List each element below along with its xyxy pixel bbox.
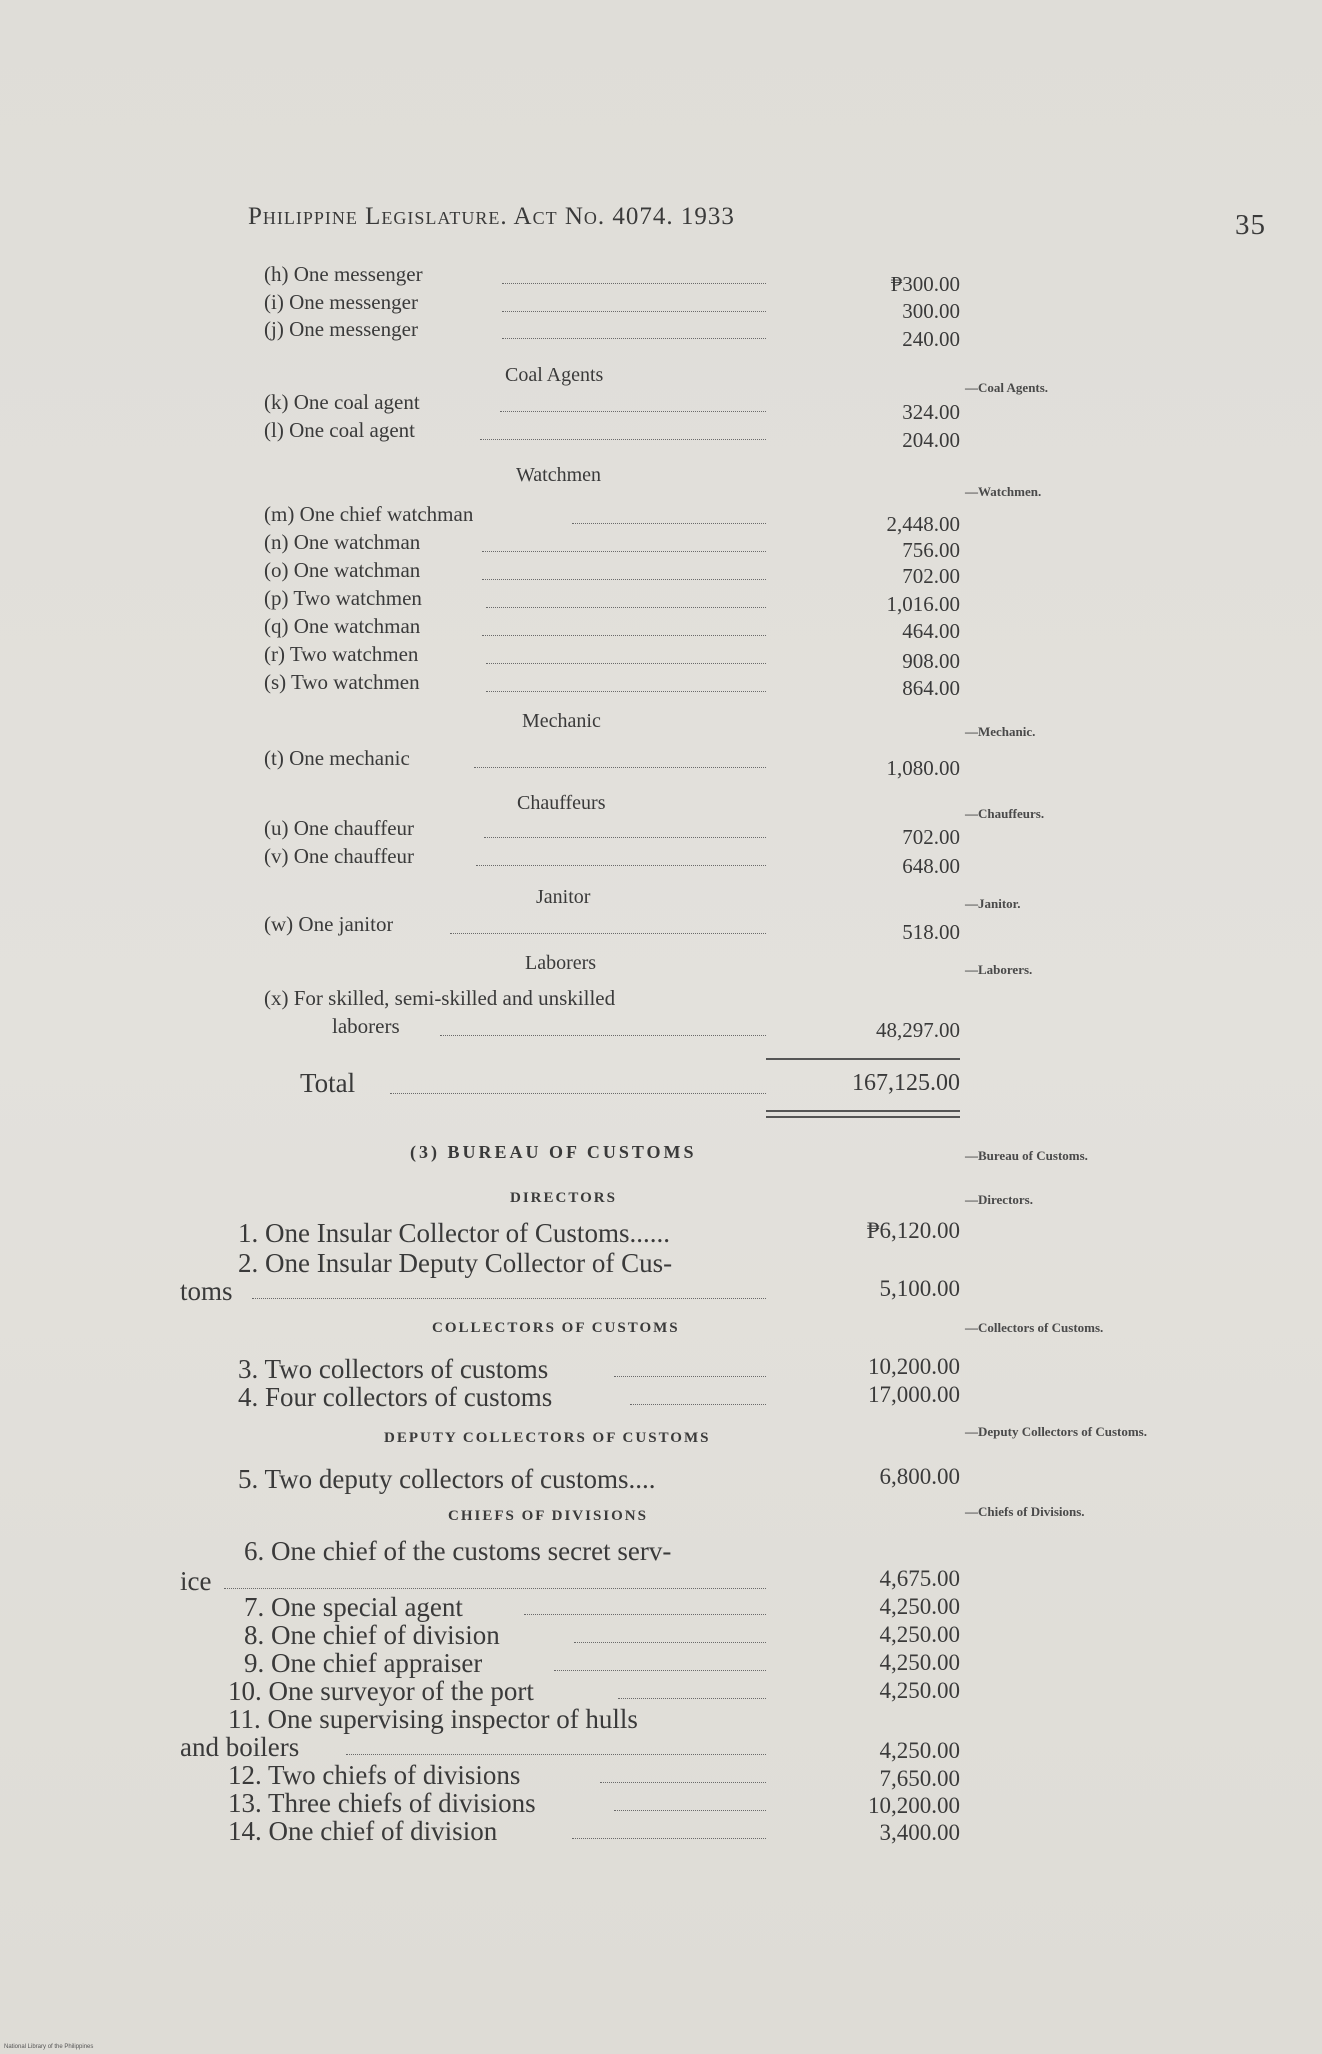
line-item: [0, 986, 1322, 1014]
item-amount: 464.00: [902, 619, 960, 643]
item-label: (p) Two watchmen: [264, 586, 422, 610]
item-label: 10. One surveyor of the port: [228, 1676, 534, 1706]
item-label: 7. One special agent: [244, 1592, 463, 1622]
dot-leader: [482, 635, 766, 636]
item-amount: 2,448.00: [886, 512, 960, 536]
line-item: [0, 262, 1322, 296]
dot-leader: [554, 1670, 766, 1671]
dot-leader: [502, 311, 766, 312]
dot-leader: [502, 338, 766, 339]
item-label: 12. Two chiefs of divisions: [228, 1760, 521, 1790]
item-amount: 908.00: [902, 649, 960, 673]
margin-note: —Collectors of Customs.: [965, 1320, 1104, 1335]
item-label: 14. One chief of division: [228, 1816, 498, 1846]
item-label: (v) One chauffeur: [264, 844, 415, 868]
dot-leader: [574, 1642, 766, 1643]
line-item: [0, 290, 1322, 323]
item-label: (o) One watchman: [264, 558, 421, 582]
line-item: [0, 1620, 1322, 1648]
item-amount: 7,650.00: [879, 1766, 960, 1791]
dot-leader: [614, 1810, 766, 1811]
margin-note: —Janitor.: [965, 896, 1021, 911]
section-heading: Laborers: [525, 952, 597, 974]
item-label: (s) Two watchmen: [264, 670, 420, 694]
dot-leader: [390, 1093, 766, 1094]
dot-leader: [486, 663, 766, 664]
line-item: [0, 1648, 1322, 1676]
section-heading: Watchmen: [516, 464, 602, 486]
line-item: [0, 1592, 1322, 1620]
page-number: 35: [1235, 209, 1266, 241]
subsection-heading: CHIEFS OF DIVISIONS: [448, 1508, 648, 1524]
dot-leader: [480, 439, 766, 440]
line-item: [0, 502, 1322, 536]
dot-leader: [482, 579, 766, 580]
item-amount: 1,080.00: [886, 756, 960, 780]
sum-rule: [766, 1058, 960, 1060]
item-amount: 4,250.00: [879, 1738, 960, 1763]
margin-note: —Directors.: [965, 1192, 1033, 1207]
item-label: ice: [180, 1566, 212, 1596]
dot-leader: [630, 1404, 766, 1405]
item-label: (i) One messenger: [264, 290, 418, 314]
item-amount: 4,250.00: [879, 1594, 960, 1619]
line-item: [0, 746, 1322, 780]
item-label: 11. One supervising inspector of hulls: [228, 1704, 638, 1734]
dot-leader: [572, 1838, 766, 1839]
item-amount: ₱300.00: [890, 272, 960, 296]
dot-leader: [524, 1614, 766, 1615]
item-label: (t) One mechanic: [264, 746, 410, 770]
item-label: 5. Two deputy collectors of customs....: [238, 1464, 656, 1494]
double-rule-bottom: [766, 1116, 960, 1118]
dot-leader: [600, 1782, 766, 1783]
item-amount: 648.00: [902, 854, 960, 878]
item-amount: 864.00: [902, 676, 960, 700]
item-label: 13. Three chiefs of divisions: [228, 1788, 536, 1818]
dot-leader: [614, 1376, 766, 1377]
item-label: (r) Two watchmen: [264, 642, 419, 666]
item-amount: 240.00: [902, 327, 960, 351]
line-item: [0, 1732, 1322, 1763]
item-amount: 4,675.00: [879, 1566, 960, 1591]
margin-note: —Watchmen.: [965, 484, 1042, 499]
section-heading: Mechanic: [522, 710, 601, 732]
line-item: [0, 844, 1322, 878]
item-amount: 10,200.00: [868, 1354, 960, 1379]
line-item: [0, 1816, 1322, 1844]
section-heading: Janitor: [536, 886, 591, 908]
line-item: [0, 586, 1322, 614]
item-label: (l) One coal agent: [264, 418, 416, 442]
item-amount: 5,100.00: [879, 1276, 960, 1301]
dot-leader: [500, 411, 766, 412]
item-amount: 4,250.00: [879, 1622, 960, 1647]
section-heading: Chauffeurs: [517, 792, 606, 814]
margin-note: —Chiefs of Divisions.: [965, 1504, 1085, 1519]
item-amount: 3,400.00: [879, 1820, 960, 1845]
item-label: (m) One chief watchman: [264, 502, 474, 526]
item-label: 8. One chief of division: [244, 1620, 500, 1650]
line-item: [0, 1536, 1322, 1564]
line-item: [0, 1218, 1322, 1246]
item-amount: 4,250.00: [879, 1678, 960, 1703]
dot-leader: [252, 1298, 766, 1299]
line-item: [0, 317, 1322, 351]
item-label: (w) One janitor: [264, 912, 394, 936]
dot-leader: [474, 767, 766, 768]
header-title: Philippine Legislature. Act No. 4074. 1933: [248, 203, 735, 230]
dot-leader: [450, 933, 766, 934]
item-label: (h) One messenger: [264, 262, 423, 286]
line-item: [0, 1354, 1322, 1382]
item-label: 6. One chief of the customs secret serv-: [244, 1536, 672, 1566]
item-amount: 518.00: [902, 920, 960, 944]
item-amount: 702.00: [902, 825, 960, 849]
line-item: [0, 1704, 1322, 1732]
dot-leader: [502, 283, 766, 284]
margin-note: —Laborers.: [965, 962, 1033, 977]
dot-leader: [476, 865, 766, 866]
item-amount: 17,000.00: [868, 1382, 960, 1407]
item-label: (q) One watchman: [264, 614, 421, 638]
line-item: [0, 642, 1322, 673]
item-label: (n) One watchman: [264, 530, 421, 554]
dot-leader: [486, 607, 766, 608]
item-label: 2. One Insular Deputy Collector of Cus-: [238, 1248, 673, 1278]
line-item: [0, 558, 1322, 586]
footer-credit: National Library of the Philippines: [4, 2044, 94, 2050]
dot-leader: [440, 1035, 766, 1036]
line-item: [0, 1464, 1322, 1492]
line-item: [0, 614, 1322, 642]
total-label: Total: [300, 1068, 356, 1098]
item-amount: ₱6,120.00: [866, 1218, 960, 1243]
dot-leader: [572, 523, 766, 524]
line-item: [0, 530, 1322, 562]
line-item: [0, 1014, 1322, 1042]
dot-leader: [482, 551, 766, 552]
item-amount: 10,200.00: [868, 1793, 960, 1818]
line-item: [0, 418, 1322, 452]
dot-leader: [486, 691, 766, 692]
line-item: [0, 1788, 1322, 1816]
line-item: [0, 816, 1322, 849]
item-label: 9. One chief appraiser: [244, 1648, 483, 1678]
line-item: [0, 1248, 1322, 1276]
item-amount: 6,800.00: [879, 1464, 960, 1489]
total-row: [0, 1068, 1322, 1096]
item-amount: 756.00: [902, 538, 960, 562]
line-item: [0, 1676, 1322, 1704]
item-amount: 204.00: [902, 428, 960, 452]
item-amount: 702.00: [902, 564, 960, 588]
item-label: 4. Four collectors of customs: [238, 1382, 553, 1412]
margin-note: —Coal Agents.: [965, 380, 1049, 395]
item-amount: 324.00: [902, 400, 960, 424]
line-item: [0, 1566, 1322, 1594]
item-label: (u) One chauffeur: [264, 816, 415, 840]
dot-leader: [224, 1588, 766, 1589]
line-item: [0, 1382, 1322, 1410]
margin-note: —Chauffeurs.: [965, 806, 1045, 821]
line-item: [0, 1276, 1322, 1304]
item-label: (k) One coal agent: [264, 390, 420, 414]
line-item: [0, 670, 1322, 698]
item-label: (j) One messenger: [264, 317, 418, 341]
margin-note: —Bureau of Customs.: [965, 1148, 1088, 1163]
item-amount: 48,297.00: [876, 1018, 960, 1042]
total-amount: 167,125.00: [852, 1070, 960, 1096]
margin-note: —Mechanic.: [965, 724, 1036, 739]
item-amount: 4,250.00: [879, 1650, 960, 1675]
item-label: 1. One Insular Collector of Customs......: [238, 1218, 670, 1248]
section-heading: Coal Agents: [505, 364, 604, 386]
item-amount: 1,016.00: [886, 592, 960, 616]
subsection-heading: DEPUTY COLLECTORS OF CUSTOMS: [384, 1430, 711, 1446]
item-label: 3. Two collectors of customs: [238, 1354, 549, 1384]
item-amount: 300.00: [902, 299, 960, 323]
double-rule-top: [766, 1110, 960, 1112]
item-label: (x) For skilled, semi-skilled and unskilled: [264, 986, 616, 1010]
item-label: and boilers: [180, 1732, 300, 1762]
margin-note: —Deputy Collectors of Customs.: [965, 1424, 1147, 1439]
line-item: [0, 390, 1322, 424]
section-heading: (3) BUREAU OF CUSTOMS: [410, 1142, 697, 1162]
subsection-heading: DIRECTORS: [510, 1190, 617, 1206]
item-label: laborers: [332, 1014, 400, 1038]
line-item: [0, 912, 1322, 944]
item-label: toms: [180, 1276, 233, 1306]
dot-leader: [618, 1698, 766, 1699]
dot-leader: [484, 837, 766, 838]
line-item: [0, 1760, 1322, 1791]
dot-leader: [346, 1754, 766, 1755]
subsection-heading: COLLECTORS OF CUSTOMS: [432, 1320, 680, 1336]
